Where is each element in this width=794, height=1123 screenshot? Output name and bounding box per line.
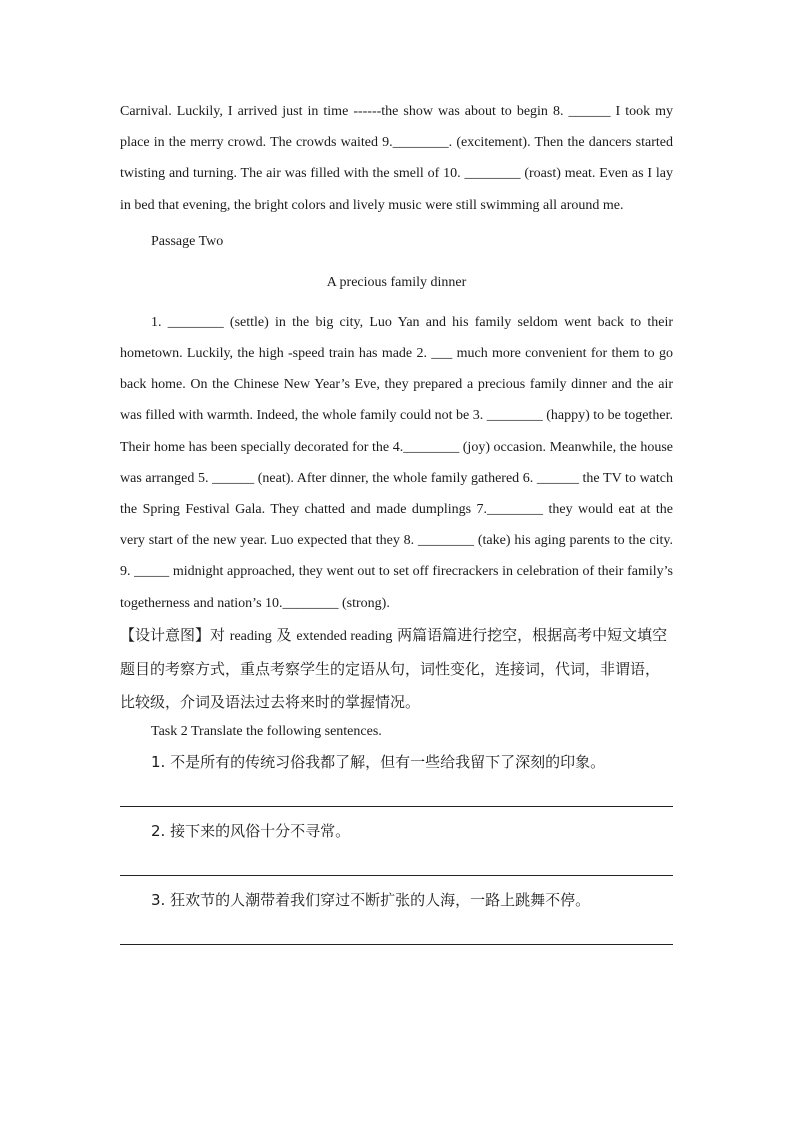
answer-line-2[interactable] <box>120 847 673 876</box>
passage-two-title: A precious family dinner <box>326 274 467 290</box>
translation-sentence-1: 1. 不是所有的传统习俗我都了解，但有一些给我留下了深刻的印象。 <box>151 753 606 772</box>
passage-two-body: 1. ________ (settle) in the big city, Luo Yan and his family seldom went back to their hometown. Luckily, the high -speed train has made 2. ___ much more convenient for them to go back home. On the Chinese New Year’s Eve, they prepared a precious family dinner and the air was filled with warmth. Indeed, the whole family could not be 3. ________ (happy) to be together. Their home has been specially decorated for the 4.________ (joy) occasion. Meanwhile, the house was arranged 5. ______ (neat). After dinner, the whole family gathered 6. ______ the TV to watch the Spring Festival Gala. They chatted and made dumplings 7.________ they would eat at the very start of the new year. Luo expected that they 8. ________ (take) his aging parents to the city. 9. _____ midnight approached, they went out to set off firecrackers in celebration of their family’s togetherness and nation’s 10.________ (strong). <box>120 314 673 611</box>
passage-two-label: Passage Two <box>151 233 224 249</box>
design-intent-text-b: 及 <box>271 625 297 644</box>
design-intent-text-a: 对 <box>210 625 230 644</box>
design-intent-label: 【设计意图】 <box>120 625 211 644</box>
design-intent-en-b: extended reading <box>296 628 393 644</box>
translation-sentence-2: 2. 接下来的风俗十分不寻常。 <box>151 822 351 841</box>
translation-sentence-3: 3. 狂欢节的人潮带着我们穿过不断扩张的人海，一路上跳舞不停。 <box>151 891 591 910</box>
design-intent-text-c: 两篇语篇进行挖空，根据高考中短文填空题目的考察方式，重点考察学生的定语从句，词性变化，连接词，代词，非谓语，比较级，介词及语法过去将来时的掌握情况。 <box>120 625 668 711</box>
design-intent-en-a: reading <box>229 628 272 644</box>
passage-two-body-container <box>120 307 673 619</box>
answer-line-1[interactable] <box>120 778 673 807</box>
design-intent <box>120 619 673 719</box>
passage-one-tail: Carnival. Luckily, I arrived just in time ------the show was about to begin 8. ______ I took my place in the merry crowd. The crowds waited 9.________. (excitement). Then the dancers started twisting and turning. The air was filled with the smell of 10. ________ (roast) meat. Even as I lay in bed that evening, the bright colors and lively music were still swimming all around me. <box>120 104 673 213</box>
task2-heading: Task 2 Translate the following sentences. <box>151 724 382 740</box>
worksheet-page <box>120 96 673 945</box>
answer-line-3[interactable] <box>120 916 673 945</box>
